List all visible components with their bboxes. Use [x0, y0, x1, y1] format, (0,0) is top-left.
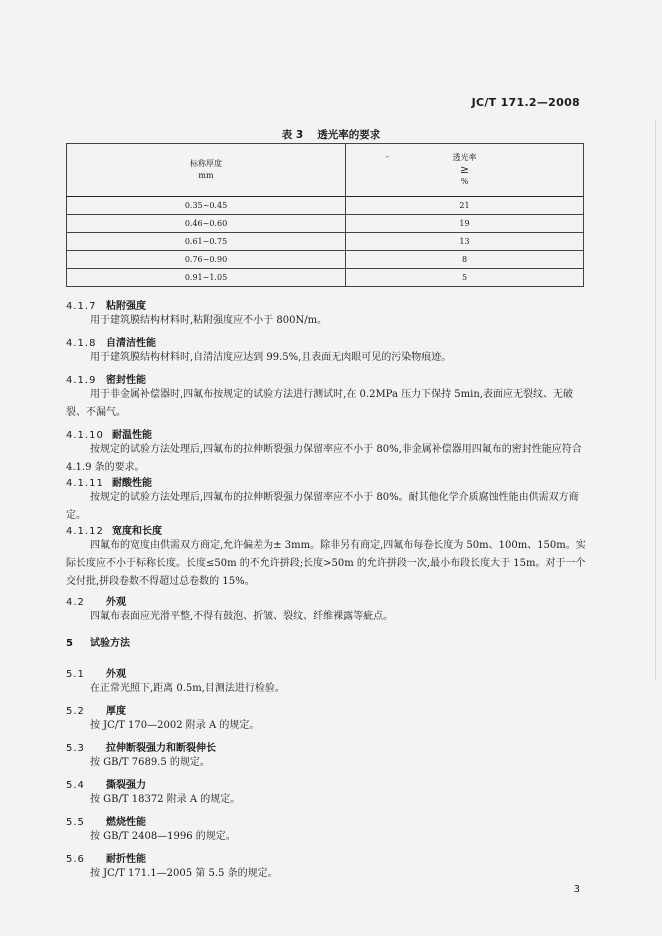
table-header-row [67, 144, 584, 197]
header-thickness-label: 标称厚度 [190, 159, 222, 168]
header-transmittance-unit: % [460, 177, 469, 186]
section-heading-5-4 [66, 776, 146, 791]
section-title: 粘附强度 [106, 301, 146, 312]
cell-thickness: 0.91~1.05 [67, 269, 346, 287]
paragraph-text: 用于非金属补偿器时,四氟布按规定的试验方法进行测试时,在 0.2MPa 压力下保持 5min,表面应无裂纹、无破裂、不漏气。 [66, 389, 573, 418]
section-number: 5.6 [66, 854, 85, 865]
table-caption-title: 透光率的要求 [317, 129, 381, 141]
section-number: 4.2 [66, 597, 85, 608]
header-transmittance-symbol: ≥ [459, 163, 470, 176]
table-caption [0, 127, 662, 142]
cell-thickness: 0.35~0.45 [67, 197, 346, 215]
section-number: 4.1.9 [66, 375, 97, 386]
section-heading-5-1 [66, 665, 126, 680]
section-title: 耐温性能 [112, 430, 152, 441]
paragraph-text: 四氟布表面应光滑平整,不得有鼓泡、折皱、裂纹、纤维裸露等疵点。 [90, 611, 394, 622]
header-dash: - [386, 152, 389, 161]
section-number: 5.1 [66, 669, 85, 680]
section-number: 4.1.7 [66, 301, 97, 312]
table-row [67, 251, 584, 269]
section-number: 5.2 [66, 706, 85, 717]
paragraph-5-2 [66, 717, 586, 735]
cell-transmittance: 21 [346, 197, 584, 215]
section-number: 5.3 [66, 743, 85, 754]
paragraph-text: 用于建筑膜结构材料时,自清洁度应达到 99.5%,且表面无肉眼可见的污染物痕迹。 [90, 352, 452, 363]
section-title: 外观 [106, 597, 126, 608]
section-title: 耐酸性能 [112, 478, 152, 489]
header-thickness-unit: mm [198, 171, 214, 180]
section-number: 5 [66, 638, 74, 649]
paragraph-text: 四氟布的宽度由供需双方商定,允许偏差为± 3mm。除非另有商定,四氟布每卷长度为 50m、100m、150m。实际长度应不小于标称长度。长度≤50m 的不允许拼段;长度>50m 的允许拼段一次,最小布段长度大于 15m。对于一个交付批,拼段卷数不得超过总卷数的 15%。 [66, 540, 586, 587]
paragraph-text: 在正常光照下,距离 0.5m,目测法进行检验。 [90, 683, 285, 694]
section-heading-5-2 [66, 702, 126, 717]
section-heading-5-6 [66, 850, 146, 865]
scan-edge-line [655, 120, 656, 680]
table-row [67, 197, 584, 215]
paragraph-4-2 [66, 608, 586, 626]
section-title: 厚度 [106, 706, 126, 717]
paragraph-text: 按 GB/T 2408—1996 的规定。 [90, 831, 236, 842]
paragraph-text: 按 GB/T 18372 附录 A 的规定。 [90, 794, 241, 805]
section-number: 4.1.10 [66, 430, 104, 441]
page-number: 3 [573, 884, 580, 895]
cell-transmittance: 5 [346, 269, 584, 287]
paragraph-4-1-10 [66, 441, 586, 477]
section-heading-4-1-8 [66, 334, 156, 349]
cell-transmittance: 8 [346, 251, 584, 269]
section-title: 外观 [106, 669, 126, 680]
table-row [67, 233, 584, 251]
paragraph-text: 按规定的试验方法处理后,四氟布的拉伸断裂强力保留率应不小于 80%,非金属补偿器用四氟布的密封性能应符合 4.1.9 条的要求。 [66, 444, 582, 473]
section-title: 撕裂强力 [106, 780, 146, 791]
header-thickness [67, 144, 346, 197]
section-title: 试验方法 [90, 638, 130, 649]
paragraph-text: 用于建筑膜结构材料时,粘附强度应不小于 800N/m。 [90, 315, 328, 326]
table-row [67, 215, 584, 233]
section-title: 拉伸断裂强力和断裂伸长 [106, 743, 216, 754]
paragraph-4-1-8 [66, 349, 586, 367]
paragraph-4-1-9 [66, 386, 586, 422]
section-heading-5-5 [66, 813, 146, 828]
paragraph-text: 按规定的试验方法处理后,四氟布的拉伸断裂强力保留率应不小于 80%。耐其他化学介质腐蚀性能由供需双方商定。 [66, 492, 579, 521]
section-heading-4-1-11 [66, 474, 152, 489]
paragraph-5-5 [66, 828, 586, 846]
section-heading-4-2 [66, 593, 126, 608]
section-number: 5.4 [66, 780, 85, 791]
section-title: 耐折性能 [106, 854, 146, 865]
table-row [67, 269, 584, 287]
section-number: 4.1.11 [66, 478, 104, 489]
paragraph-5-3 [66, 754, 586, 772]
section-number: 4.1.12 [66, 526, 104, 537]
header-transmittance-label: 透光率 [452, 153, 477, 162]
section-heading-5 [66, 634, 130, 649]
cell-thickness: 0.46~0.60 [67, 215, 346, 233]
section-title: 自清洁性能 [106, 338, 156, 349]
paragraph-5-4 [66, 791, 586, 809]
section-title: 宽度和长度 [112, 526, 162, 537]
section-title: 燃烧性能 [106, 817, 146, 828]
cell-thickness: 0.76~0.90 [67, 251, 346, 269]
section-heading-4-1-12 [66, 522, 162, 537]
table-caption-number: 表 3 [281, 129, 304, 141]
paragraph-4-1-12 [66, 537, 586, 591]
cell-thickness: 0.61~0.75 [67, 233, 346, 251]
section-heading-4-1-9 [66, 371, 146, 386]
cell-transmittance: 19 [346, 215, 584, 233]
paragraph-4-1-11 [66, 489, 586, 525]
section-title: 密封性能 [106, 375, 146, 386]
paragraph-4-1-7 [66, 312, 586, 330]
paragraph-text: 按 GB/T 7689.5 的规定。 [90, 757, 210, 768]
paragraph-5-6 [66, 865, 586, 883]
section-number: 5.5 [66, 817, 85, 828]
cell-transmittance: 13 [346, 233, 584, 251]
paragraph-text: 按 JC/T 171.1—2005 第 5.5 条的规定。 [90, 868, 278, 879]
section-heading-4-1-7 [66, 297, 146, 312]
paragraph-5-1 [66, 680, 586, 698]
standard-code-header: JC/T 171.2—2008 [471, 96, 580, 109]
section-number: 4.1.8 [66, 338, 97, 349]
section-heading-5-3 [66, 739, 216, 754]
paragraph-text: 按 JC/T 170—2002 附录 A 的规定。 [90, 720, 260, 731]
header-transmittance [346, 144, 584, 197]
transmittance-table [66, 143, 584, 287]
section-heading-4-1-10 [66, 426, 152, 441]
